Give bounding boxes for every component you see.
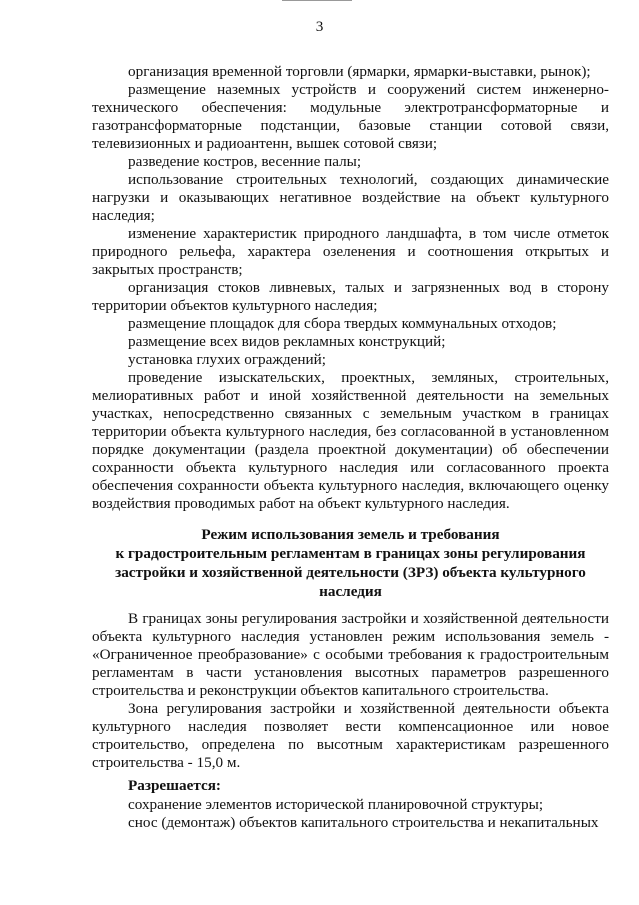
list-item: установка глухих ограждений; (128, 351, 326, 368)
list-item: организация стоков ливневых, талых и загрязненных вод в сторону территории объектов культурного наследия; (92, 279, 609, 314)
paragraph: Зона регулирования застройки и хозяйственной деятельности объекта культурного наследия позволяет вести компенсационное или новое строительство, определена по высотным характеристикам разрешенного строительства - 15,0 м. (92, 700, 609, 771)
allowed-list (92, 796, 609, 832)
heading-line: застройки и хозяйственной деятельности (ЗРЗ) объекта культурного (115, 564, 586, 581)
list-item: разведение костров, весенние палы; (128, 153, 362, 170)
restrictions-list (92, 63, 609, 513)
allowed-label: Разрешается: (128, 777, 221, 794)
list-item: размещение наземных устройств и сооружений систем инженерно-технического обеспечения: модульные электротрансформаторные и газотрансформаторные подстанции, базовые станции сотовой связи, телевизионных и радиоантенн, вышек сотовой связи; (92, 81, 609, 152)
list-item: сохранение элементов исторической планировочной структуры; (128, 796, 544, 813)
zone-paragraphs (92, 610, 609, 772)
heading-line: Режим использования земель и требования (201, 526, 500, 543)
top-edge-line (282, 0, 352, 1)
list-item: размещение площадок для сбора твердых коммунальных отходов; (128, 315, 557, 332)
heading-line: наследия (319, 583, 382, 600)
list-item: использование строительных технологий, создающих динамические нагрузки и оказывающих негативное воздействие на объект культурного наследия; (92, 171, 609, 224)
paragraph: В границах зоны регулирования застройки и хозяйственной деятельности объекта культурного наследия установлен режим использования земель - «Ограниченное преобразование» с особыми требования к градостроительным регламентам в части установления высотных параметров разрешенного строительства и реконструкции объектов капитального строительства. (92, 610, 609, 699)
list-item: размещение всех видов рекламных конструкций; (128, 333, 446, 350)
page-number: 3 (315, 18, 324, 35)
list-item: изменение характеристик природного ландшафта, в том числе отметок природного рельефа, характера озеленения и соотношения открытых и закрытых пространств; (92, 225, 609, 278)
list-item: снос (демонтаж) объектов капитального строительства и некапитальных (128, 814, 599, 831)
section-heading (92, 525, 609, 601)
list-item: организация временной торговли (ярмарки, ярмарки-выставки, рынок); (128, 63, 591, 80)
heading-line: к градостроительным регламентам в границах зоны регулирования (115, 545, 586, 562)
list-item: проведение изыскательских, проектных, земляных, строительных, мелиоративных работ и иной хозяйственной деятельности на земельных участках, непосредственно связанных с земельным участком в границах территории объекта культурного наследия, без согласованной в установленном порядке документации (раздела проектной документации) об обеспечении сохранности объекта культурного наследия или согласованного проекта обеспечения сохранности объекта культурного наследия, включающего оценку воздействия проводимых работ на объект культурного наследия. (92, 369, 609, 512)
